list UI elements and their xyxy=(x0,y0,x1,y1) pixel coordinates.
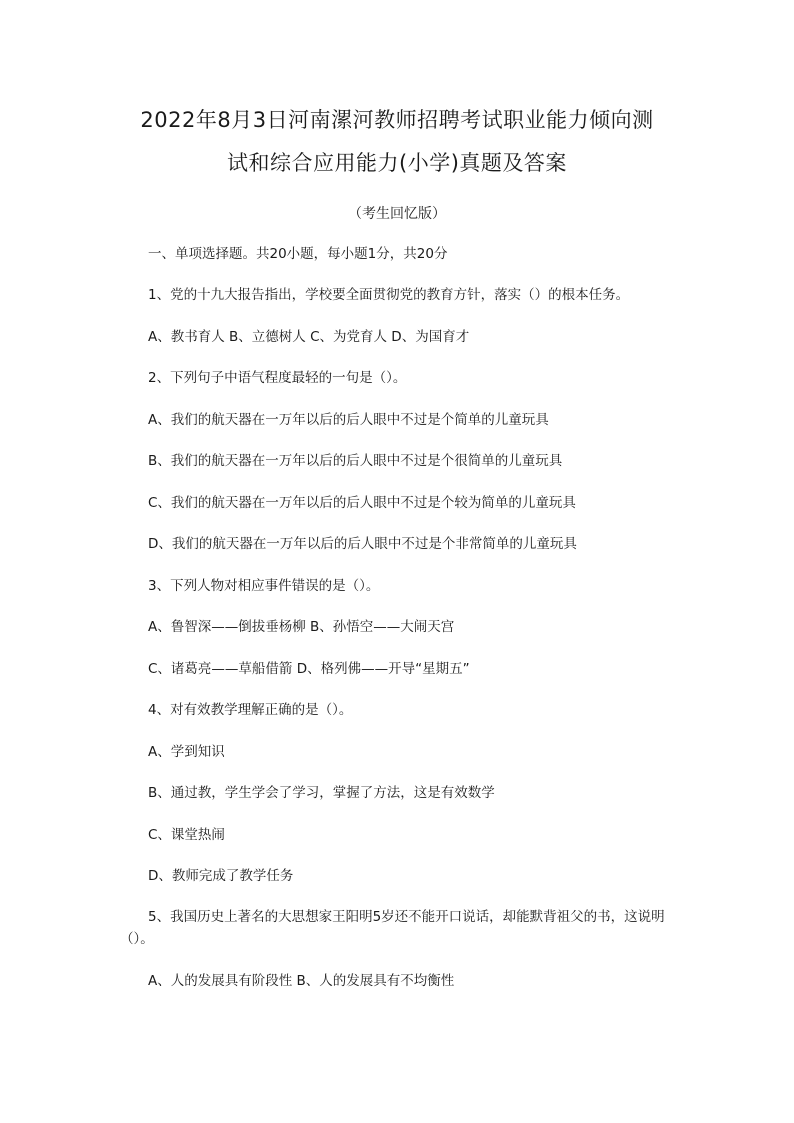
question-5-options-ab: A、人的发展具有阶段性 B、人的发展具有不均衡性 xyxy=(148,973,455,989)
question-4-option-b: B、通过教，学生学会了学习，掌握了方法，这是有效数学 xyxy=(148,785,495,801)
question-4-stem: 4、对有效教学理解正确的是（）。 xyxy=(148,702,353,718)
question-1-stem: 1、党的十九大报告指出，学校要全面贯彻党的教育方针，落实（）的根本任务。 xyxy=(148,287,630,303)
question-4-option-c: C、课堂热闹 xyxy=(148,827,225,843)
question-4-option-d: D、教师完成了教学任务 xyxy=(148,868,294,884)
question-5-stem: 5、我国历史上著名的大思想家王阳明5岁还不能开口说话，却能默背祖父的书，这说明（）。 xyxy=(120,909,665,947)
section-heading: 一、单项选择题。共20小题，每小题1分，共20分 xyxy=(148,246,448,262)
question-3-options-cd: C、诸葛亮——草船借箭 D、格列佛——开导“星期五” xyxy=(148,661,470,677)
document-title-line-1: 2022年8月3日河南漯河教师招聘考试职业能力倾向测 xyxy=(140,108,654,132)
question-2-option-c: C、我们的航天器在一万年以后的后人眼中不过是个较为简单的儿童玩具 xyxy=(148,495,576,511)
question-3-stem: 3、下列人物对相应事件错误的是（）。 xyxy=(148,578,380,594)
document-title-line-2: 试和综合应用能力(小学)真题及答案 xyxy=(227,151,567,175)
document-subtitle: （考生回忆版） xyxy=(348,206,446,222)
question-2-option-d: D、我们的航天器在一万年以后的后人眼中不过是个非常简单的儿童玩具 xyxy=(148,536,577,552)
question-4-option-a: A、学到知识 xyxy=(148,744,225,760)
question-2-option-b: B、我们的航天器在一万年以后的后人眼中不过是个很简单的儿童玩具 xyxy=(148,453,563,469)
question-2-option-a: A、我们的航天器在一万年以后的后人眼中不过是个简单的儿童玩具 xyxy=(148,412,549,428)
question-2-stem: 2、下列句子中语气程度最轻的一句是（）。 xyxy=(148,370,407,386)
question-1-options: A、教书育人 B、立德树人 C、为党育人 D、为国育才 xyxy=(148,329,470,345)
question-3-options-ab: A、鲁智深——倒拔垂杨柳 B、孙悟空——大闹天宫 xyxy=(148,619,455,635)
